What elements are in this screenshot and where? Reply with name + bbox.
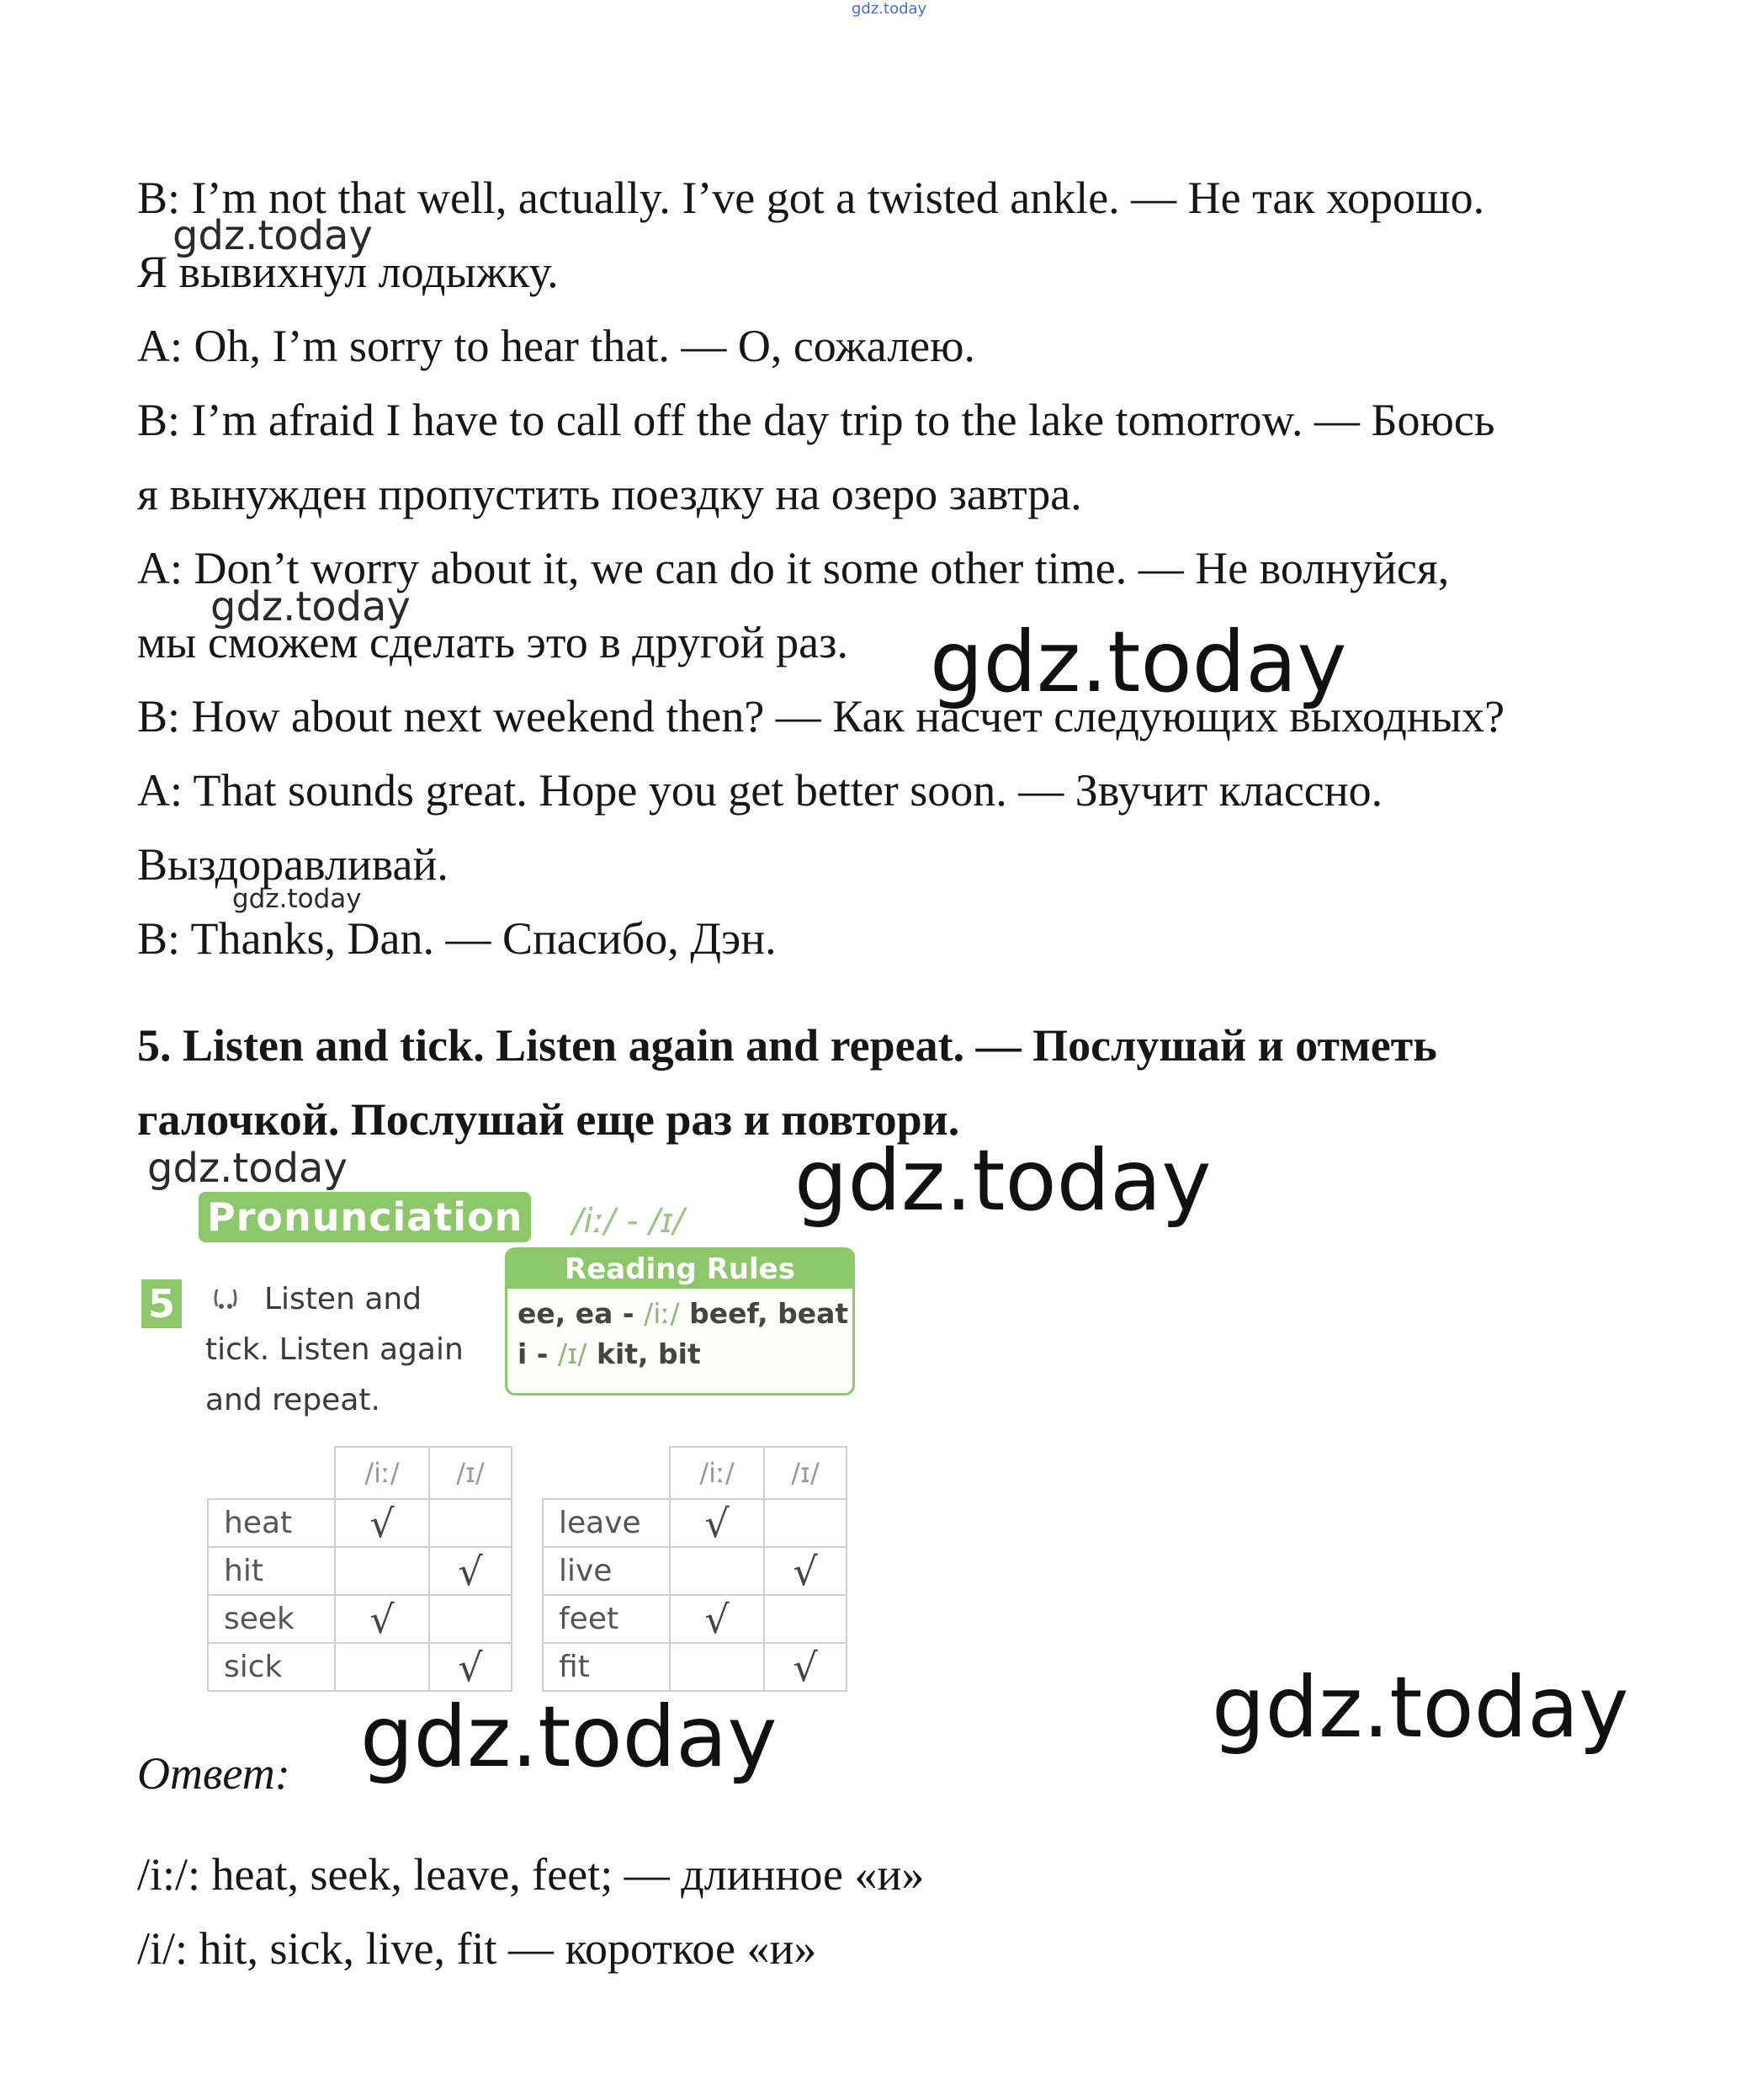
table-row: [208, 1499, 512, 1547]
dialogue-line: B: How about next weekend then? — Как насчет следующих выходных?: [137, 691, 1505, 742]
reading-rules-box: [505, 1247, 855, 1396]
col-header-long: /iː/: [335, 1447, 429, 1499]
exercise-text-line: tick. Listen again: [205, 1332, 464, 1367]
reading-rule: [517, 1334, 842, 1374]
tick-long: √: [670, 1595, 764, 1643]
reading-rule: [517, 1294, 849, 1334]
table-row: [543, 1499, 847, 1547]
pronunciation-title: Pronunciation: [199, 1192, 531, 1242]
rule-sound: /ɪ/: [558, 1337, 587, 1370]
dialogue-line: B: I’m not that well, actually. I’ve got a twisted ankle. — Не так хорошо.: [137, 173, 1485, 223]
task-heading-line1: 5. Listen and tick. Listen again and repeat. — Послушай и отметь: [137, 1020, 1437, 1071]
tick-short: [764, 1595, 847, 1643]
rule-letters: i -: [517, 1337, 549, 1370]
pronunciation-sounds: /iː/ - /ɪ/: [572, 1202, 685, 1241]
tick-long: [670, 1547, 764, 1595]
table-row: [208, 1595, 512, 1643]
dialogue-line: Выздоравливай.: [137, 839, 448, 890]
col-header-long: /iː/: [670, 1447, 764, 1499]
table-corner: [208, 1447, 335, 1499]
tick-long: √: [335, 1499, 429, 1547]
dialogue-line: B: I’m afraid I have to call off the day trip to the lake tomorrow. — Боюсь: [137, 395, 1495, 445]
word-cell: sick: [208, 1643, 335, 1691]
sound-table-left: [207, 1446, 512, 1692]
dialogue-line: Я вывихнул лодыжку.: [137, 247, 559, 297]
tick-long: √: [670, 1499, 764, 1547]
dialogue-line: B: Thanks, Dan. — Спасибо, Дэн.: [137, 913, 777, 964]
tick-long: [670, 1643, 764, 1691]
word-cell: heat: [208, 1499, 335, 1547]
watermark: gdz.today: [794, 1131, 1212, 1230]
tick-short: √: [429, 1547, 512, 1595]
exercise-text-line: and repeat.: [205, 1383, 380, 1417]
reading-rules-title: Reading Rules: [507, 1250, 852, 1289]
dialogue-line: я вынужден пропустить поездку на озеро завтра.: [137, 469, 1082, 519]
dialogue-line: мы сможем сделать это в другой раз.: [137, 617, 848, 667]
word-cell: seek: [208, 1595, 335, 1643]
sound-table-right: [542, 1446, 847, 1692]
table-row: [543, 1595, 847, 1643]
dialogue-line: A: Don’t worry about it, we can do it some other time. — Не волнуйся,: [137, 543, 1450, 593]
tick-short: √: [429, 1643, 512, 1691]
watermark: gdz.today: [210, 583, 411, 630]
tick-short: [764, 1499, 847, 1547]
word-cell: feet: [543, 1595, 670, 1643]
word-cell: leave: [543, 1499, 670, 1547]
answer-line: /i:/: heat, seek, leave, feet; — длинное «и»: [137, 1849, 925, 1900]
tick-short: [429, 1499, 512, 1547]
watermark: gdz.today: [147, 1145, 348, 1192]
tick-short: √: [764, 1643, 847, 1691]
task-heading-line2: галочкой. Послушай еще раз и повтори.: [137, 1094, 960, 1145]
tick-long: [335, 1547, 429, 1595]
watermark: gdz.today: [360, 1688, 778, 1786]
table-row: [543, 1643, 847, 1691]
watermark-top: gdz.today: [852, 0, 927, 18]
watermark: gdz.today: [930, 613, 1347, 711]
rule-examples: kit, bit: [597, 1337, 701, 1370]
dialogue-line: A: Oh, I’m sorry to hear that. — О, сожалею.: [137, 321, 975, 371]
word-cell: fit: [543, 1643, 670, 1691]
word-cell: hit: [208, 1547, 335, 1595]
tick-short: √: [764, 1547, 847, 1595]
table-row: [208, 1547, 512, 1595]
table-corner: [543, 1447, 670, 1499]
word-cell: live: [543, 1547, 670, 1595]
exercise-instructions: [205, 1274, 464, 1426]
rule-sound: /iː/: [644, 1297, 680, 1330]
watermark: gdz.today: [232, 884, 362, 914]
rule-examples: beef, beat: [689, 1297, 849, 1330]
rule-letters: ee, ea -: [517, 1297, 634, 1330]
col-header-short: /ɪ/: [429, 1447, 512, 1499]
table-row: [208, 1643, 512, 1691]
table-row: [543, 1547, 847, 1595]
watermark: gdz.today: [172, 212, 373, 259]
answer-line: /i/: hit, sick, live, fit — короткое «и»: [137, 1923, 817, 1974]
watermark: gdz.today: [1212, 1658, 1629, 1757]
col-header-short: /ɪ/: [764, 1447, 847, 1499]
dialogue-line: A: That sounds great. Hope you get better soon. — Звучит классно.: [137, 765, 1383, 816]
exercise-number: 5: [141, 1279, 182, 1328]
exercise-text-line: Listen and: [264, 1282, 422, 1316]
tick-long: √: [335, 1595, 429, 1643]
answer-label: Ответ:: [137, 1748, 290, 1799]
tick-long: [335, 1643, 429, 1691]
tick-short: [429, 1595, 512, 1643]
